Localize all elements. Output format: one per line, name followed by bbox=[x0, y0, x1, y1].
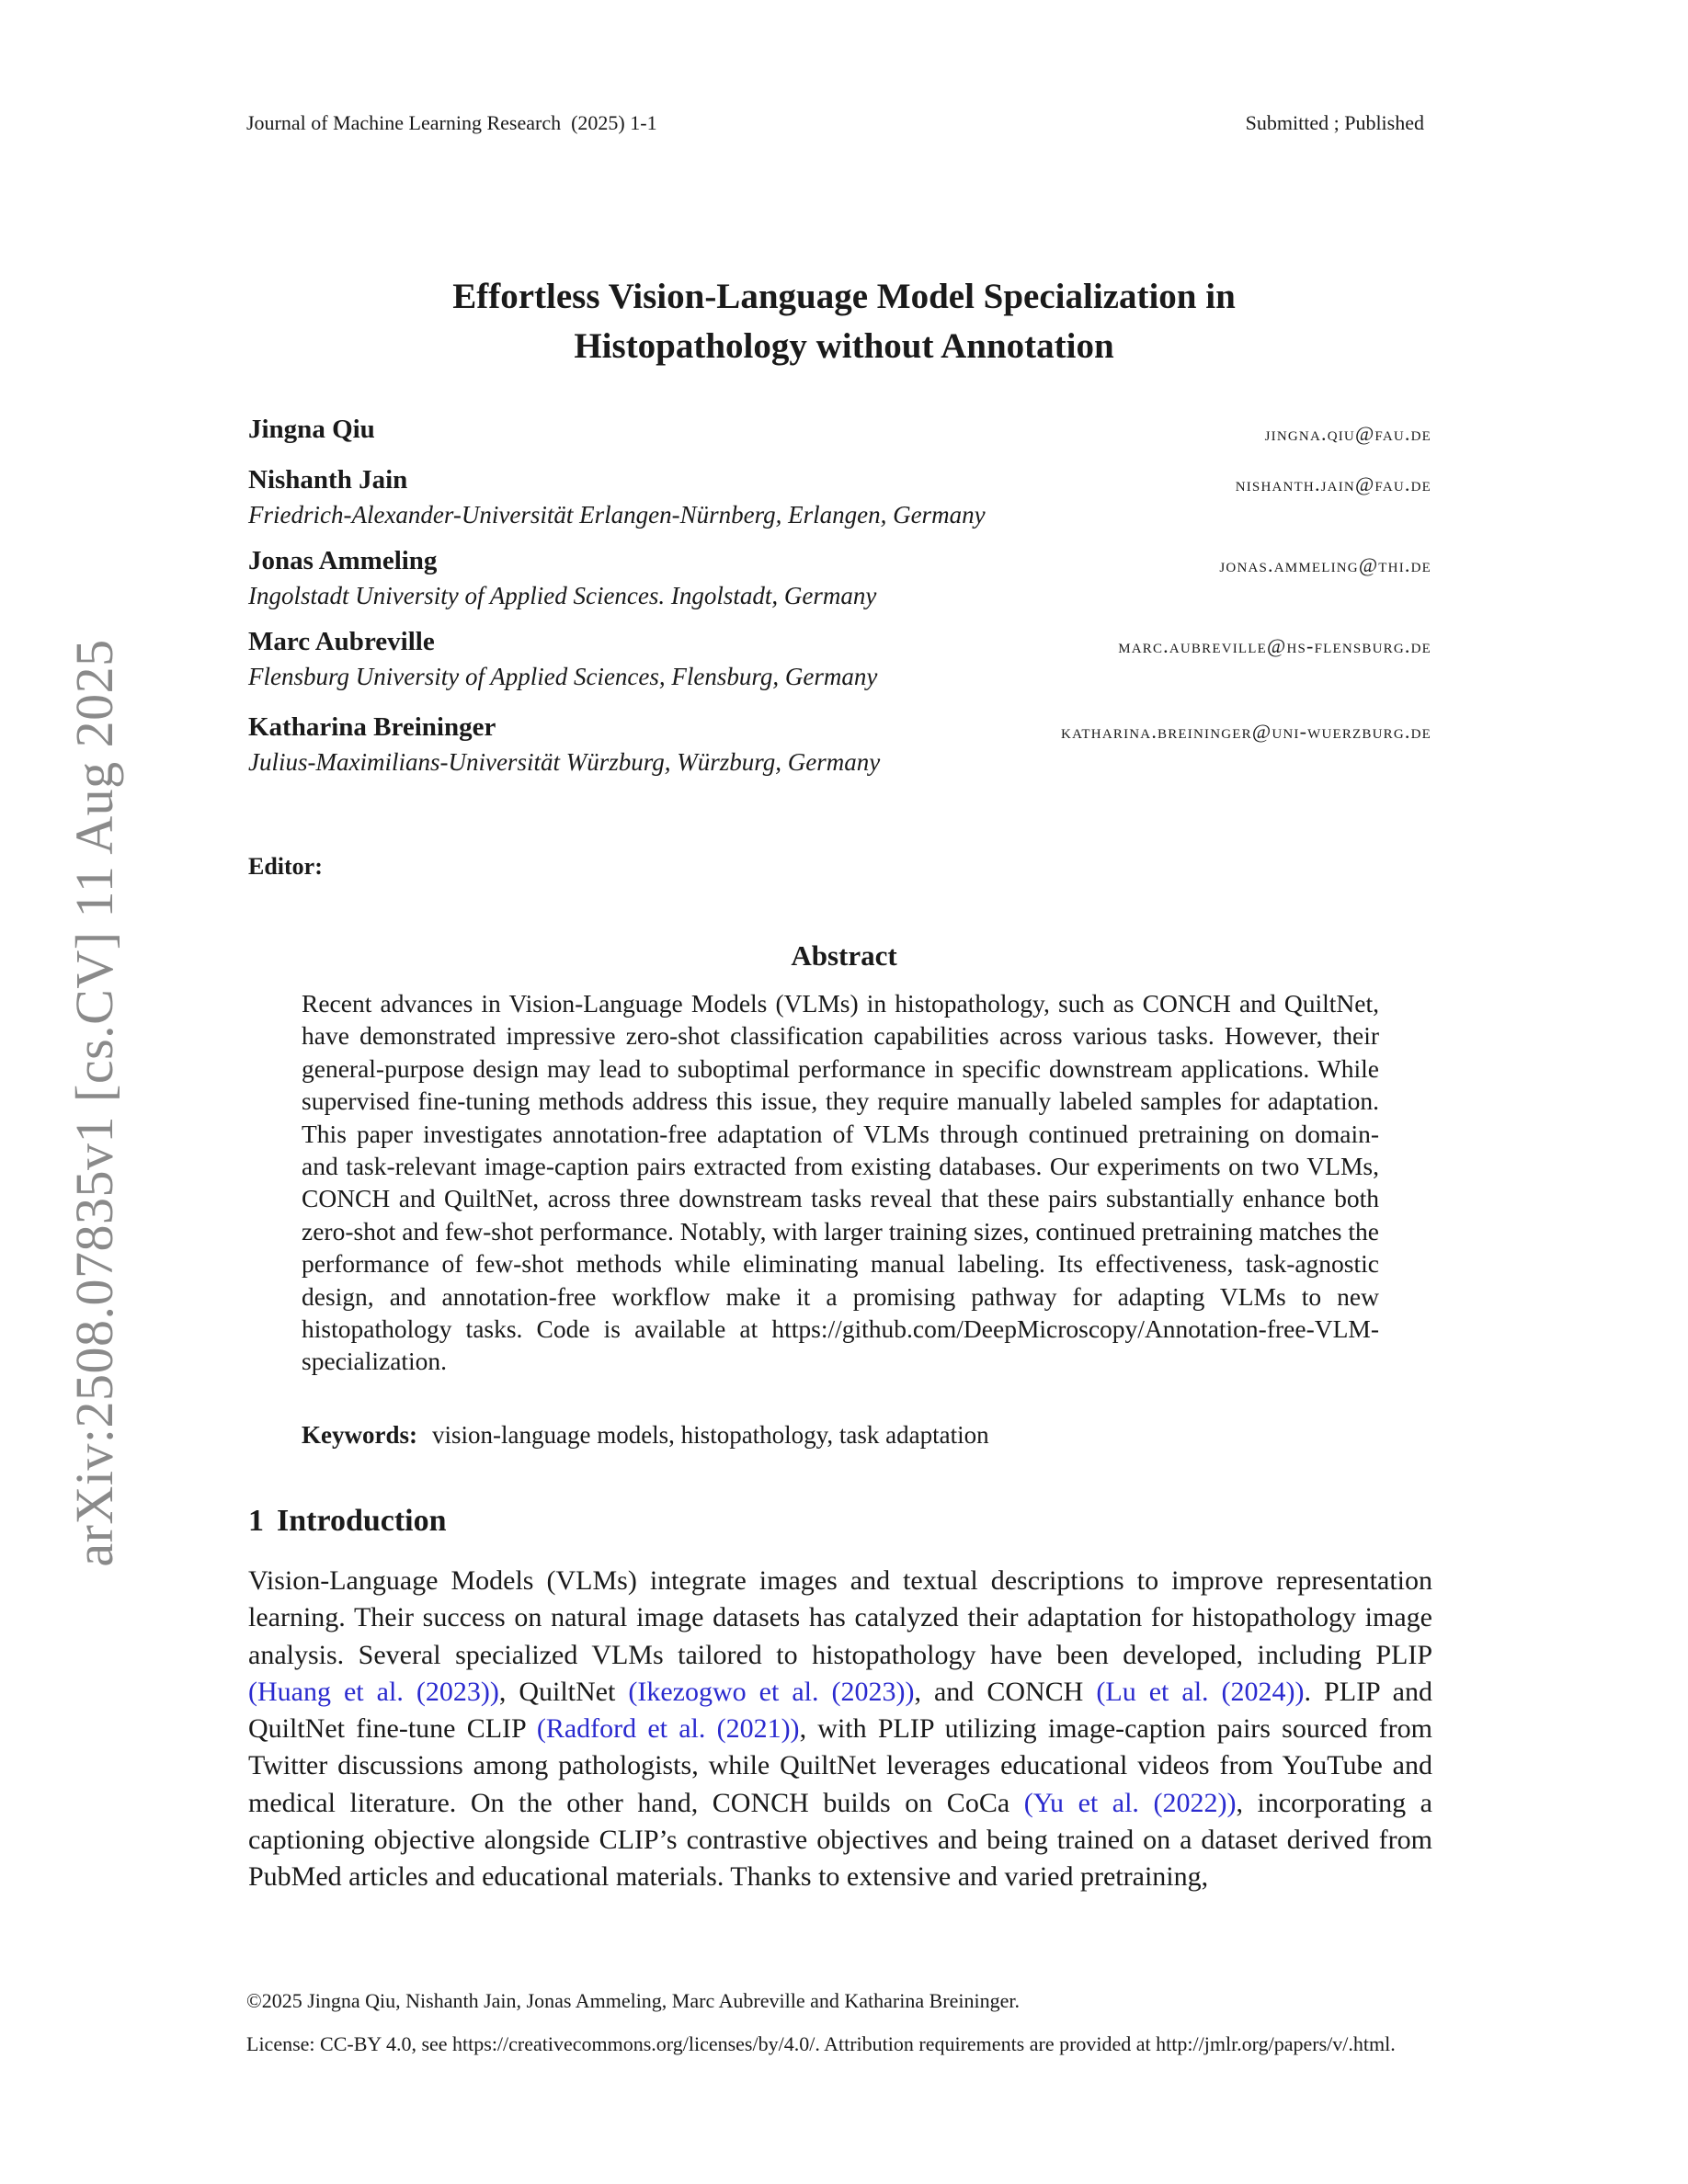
journal-name: Journal of Machine Learning Research bbox=[246, 111, 562, 134]
author-email-2: nishanth.jain@fau.de bbox=[1235, 472, 1431, 495]
citation-radford[interactable]: (Radford et al. (2021)) bbox=[536, 1713, 800, 1745]
section-title: Introduction bbox=[277, 1504, 447, 1538]
citation-ikezogwo[interactable]: (Ikezogwo et al. (2023)) bbox=[628, 1676, 915, 1707]
author-email-4: marc.aubreville@hs-flensburg.de bbox=[1118, 634, 1431, 657]
section-number: 1 bbox=[248, 1504, 264, 1538]
editor-label: Editor: bbox=[248, 853, 323, 880]
citation-huang[interactable]: (Huang et al. (2023)) bbox=[248, 1676, 499, 1707]
author-email-1: jingna.qiu@fau.de bbox=[1264, 422, 1431, 445]
title-line-2: Histopathology without Annotation bbox=[574, 326, 1114, 366]
license-notice: License: CC-BY 4.0, see https://creativecommons.org/licenses/by/4.0/. Attribution requirements are provided at http://jmlr.org/papers/v/.html. bbox=[246, 2032, 1396, 2055]
author-affiliation-2: Friedrich-Alexander-Universität Erlangen-Nürnberg, Erlangen, Germany bbox=[248, 501, 986, 529]
arxiv-stamp: arXiv:2508.07835v1 [cs.CV] 11 Aug 2025 bbox=[64, 639, 124, 1567]
intro-text-6: , incorporating a captioning objective alongside CLIP’s contrastive objectives and being trained on a dataset derived from PubMed articles and educational materials. Thanks to extensive and varied pretraining, bbox=[248, 1787, 1433, 1893]
author-name-4: Marc Aubreville bbox=[248, 627, 435, 656]
intro-text-5: , with PLIP utilizing image-caption pairs sourced from Twitter discussions among pathologists, while QuiltNet leverages educational videos from YouTube and medical literature. On the other hand, CONCH builds on CoCa bbox=[248, 1713, 1433, 1818]
author-affiliation-5: Julius-Maximilians-Universität Würzburg, Würzburg, Germany bbox=[248, 748, 881, 776]
keywords-label: Keywords: bbox=[302, 1421, 417, 1449]
running-header-status: Submitted ; Published bbox=[1245, 111, 1424, 134]
title-line-1: Effortless Vision-Language Model Specialization in bbox=[452, 277, 1236, 316]
citation-lu[interactable]: (Lu et al. (2024)) bbox=[1096, 1676, 1305, 1707]
author-name-3: Jonas Ammeling bbox=[248, 546, 438, 575]
author-email-5: katharina.breininger@uni-wuerzburg.de bbox=[1061, 720, 1431, 743]
author-affiliation-3: Ingolstadt University of Applied Sciences. Ingolstadt, Germany bbox=[248, 582, 877, 609]
intro-text-2: , QuiltNet bbox=[498, 1676, 629, 1707]
intro-paragraph bbox=[248, 1563, 1432, 1896]
author-email-3: jonas.ammeling@thi.de bbox=[1219, 553, 1431, 576]
keywords bbox=[302, 1421, 989, 1450]
running-header-journal bbox=[246, 111, 657, 135]
intro-text-3: , and CONCH bbox=[914, 1676, 1097, 1707]
citation-yu[interactable]: (Yu et al. (2022)) bbox=[1023, 1787, 1237, 1818]
intro-text-4: . PLIP and QuiltNet fine-tune CLIP bbox=[248, 1676, 1432, 1745]
abstract-text: Recent advances in Vision-Language Models (VLMs) in histopathology, such as CONCH and QuiltNet, have demonstrated impressive zero-shot classification capabilities across various tasks. However, their general-purpose design may lead to suboptimal performance in specific downstream applications. While supervised fine-tuning methods address this issue, they require manually labeled samples for adaptation. This paper investigates annotation-free adaptation of VLMs through continued pretraining on domain- and task-relevant image-caption pairs extracted from existing databases. Our experiments on two VLMs, CONCH and QuiltNet, across three downstream tasks reveal that these pairs substantially enhance both zero-shot and few-shot performance. Notably, with larger training sizes, continued pretraining matches the performance of few-shot methods while eliminating manual labeling. Its effectiveness, task-agnostic design, and annotation-free workflow make it a promising pathway for adapting VLMs to new histopathology tasks. Code is available at https://github.com/DeepMicroscopy/Annotation-free-VLM-specialization. bbox=[302, 989, 1379, 1376]
author-name-1: Jingna Qiu bbox=[248, 415, 375, 444]
section-heading bbox=[248, 1504, 447, 1539]
author-name-2: Nishanth Jain bbox=[248, 465, 408, 495]
journal-year: (2025) 1-1 bbox=[571, 111, 657, 134]
keywords-list: vision-language models, histopathology, task adaptation bbox=[431, 1421, 989, 1449]
author-affiliation-4: Flensburg University of Applied Sciences, Flensburg, Germany bbox=[248, 663, 878, 690]
abstract-heading: Abstract bbox=[791, 939, 897, 972]
copyright-notice: ©2025 Jingna Qiu, Nishanth Jain, Jonas Ammeling, Marc Aubreville and Katharina Breininger. bbox=[246, 1989, 1020, 2012]
paper-title bbox=[246, 272, 1442, 371]
author-name-5: Katharina Breininger bbox=[248, 712, 496, 742]
intro-text-1: Vision-Language Models (VLMs) integrate images and textual descriptions to improve representation learning. Their success on natural image datasets has catalyzed their adaptation for histopathology image analysis. Several specialized VLMs tailored to histopathology have been developed, including PLIP bbox=[248, 1565, 1432, 1670]
